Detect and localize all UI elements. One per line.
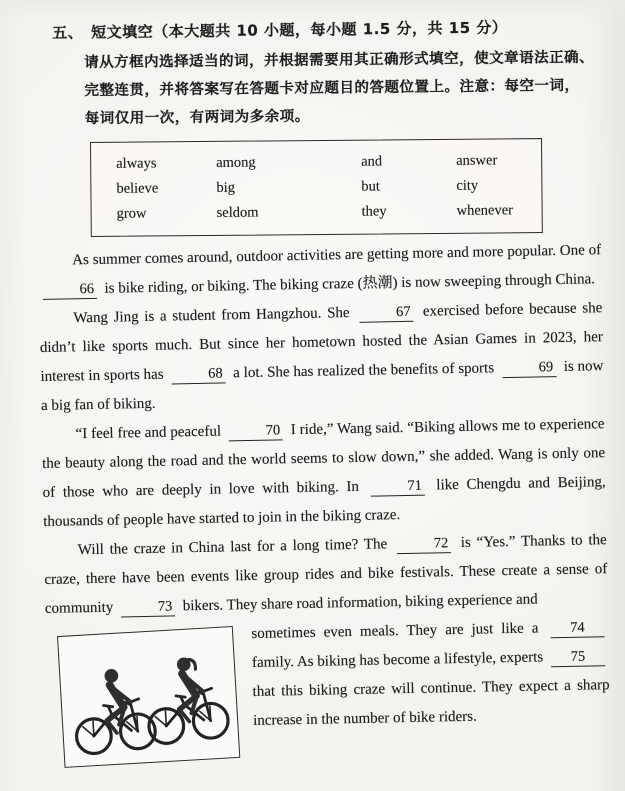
cyclists-drawing: [64, 635, 234, 758]
blank-67: 67: [359, 305, 413, 323]
instruction-line: 完整连贯，并将答案写在答题卡对应题目的答题位置上。注意：每空一词，: [84, 77, 580, 99]
page-content: [38, 18, 610, 769]
blank-73: 73: [121, 599, 175, 617]
cyclists-illustration: [57, 626, 240, 768]
passage-paragraph: As summer comes around, outdoor activities are getting more and more popular. One of 66 is bike riding, or biking. The biking craze (热潮) is now sweeping through China.: [38, 236, 602, 305]
word-bank: [90, 138, 543, 237]
blank-75: 75: [551, 649, 605, 667]
word-bank-item: whenever: [456, 202, 514, 219]
passage-part-1: [38, 236, 608, 624]
word-bank-item: and: [361, 153, 383, 170]
word-bank-item: big: [216, 179, 236, 196]
passage-paragraph: “I feel free and peaceful 70 I ride,” Wang said. “Biking allows me to experience the beauty along the road and the world seems to slow down,” she added. Wang is only one of those who are deeply in love with biking. In 71 like Chengdu and Beijing, thousands of people have started to join in the biking craze.: [42, 416, 606, 530]
word-bank-item: believe: [116, 180, 159, 197]
blank-70: 70: [229, 423, 283, 441]
word-bank-item: always: [116, 155, 157, 172]
section-header: [52, 13, 601, 47]
section-number: 五、: [52, 23, 84, 42]
passage-paragraph: Wang Jing is a student from Hangzhou. She 67 exercised before because she didn’t like sports much. But since her hometown hosted the Asian Games in 2023, her interest in sports has 68 a lot. She has realized the benefits of sports 69 is now a big fan of biking.: [39, 300, 604, 414]
word-bank-item: seldom: [216, 204, 259, 221]
blank-74: 74: [550, 620, 604, 638]
instruction-line: 请从方框内选择适当的词，并根据需要用其正确形式填空，使文章语法正确、: [84, 49, 595, 71]
instruction-line: 每词仅用一次，有两词为多余项。: [84, 108, 310, 127]
word-bank-item: city: [456, 177, 479, 194]
word-bank-item: grow: [116, 205, 147, 222]
instructions: [84, 44, 602, 133]
blank-71: 71: [371, 479, 425, 497]
blank-68: 68: [171, 366, 225, 384]
word-bank-item: but: [361, 178, 381, 195]
blank-69: 69: [502, 360, 556, 378]
section-title: 短文填空（本大题共 10 小题，每小题 1.5 分，共 15 分）: [91, 18, 508, 42]
passage-paragraph: sometimes even meals. They are just like a 74 family. As biking has become a lifestyle, experts 75 that this biking craze will continue. They expect a sharp increase in the number of bike riders.: [251, 619, 610, 729]
passage-part-2-zone: [45, 613, 610, 740]
blank-66: 66: [43, 282, 97, 300]
blank-72: 72: [397, 536, 451, 554]
word-bank-item: answer: [456, 152, 498, 169]
passage-paragraph: Will the craze in China last for a long time? The 72 is “Yes.” Thanks to the craze, there have been events like group rides and bike festivals. These create a sense of community 73 bikers. They share road information, biking experience and: [44, 532, 608, 617]
word-bank-item: among: [216, 154, 256, 171]
passage: [38, 236, 610, 740]
word-bank-item: they: [361, 203, 387, 220]
